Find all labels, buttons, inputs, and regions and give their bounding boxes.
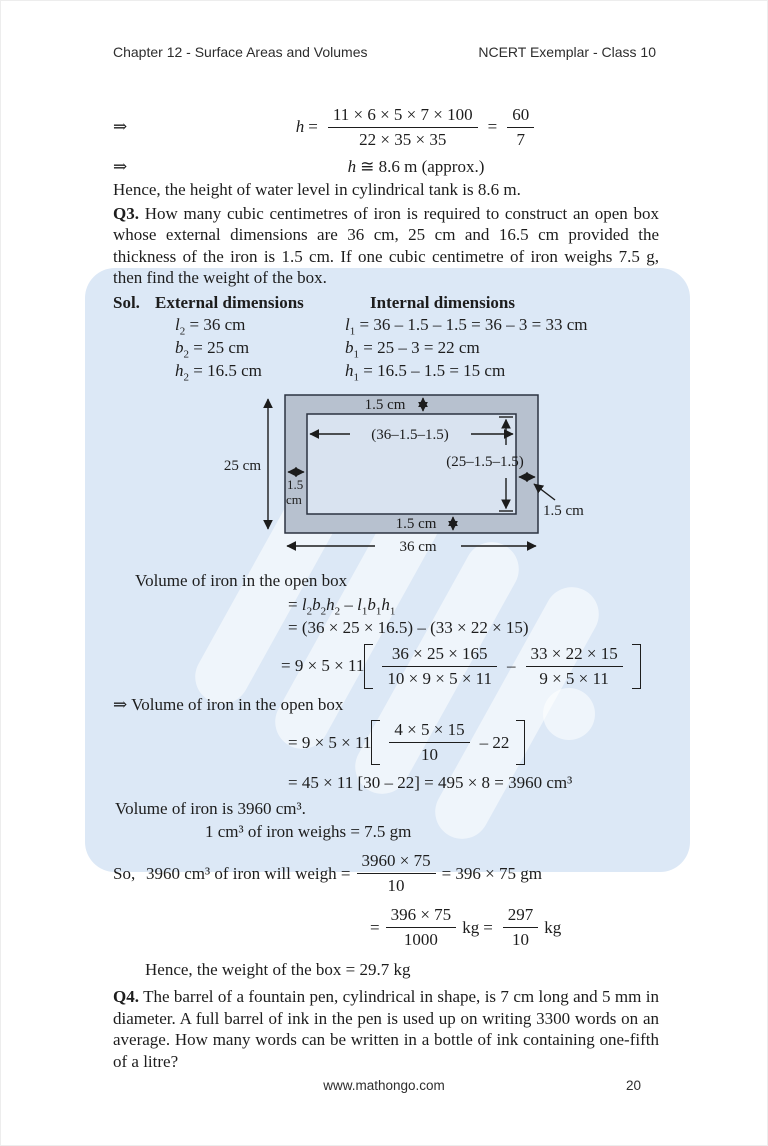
solution-heading xyxy=(113,292,659,314)
q4-label: Q4. xyxy=(113,987,139,1006)
page-content xyxy=(113,100,659,1072)
sol-label: Sol. xyxy=(113,292,140,312)
implies-volume-line: ⇒ Volume of iron in the open box xyxy=(113,694,344,714)
right-thickness-label: 1.5 cm xyxy=(543,503,584,519)
conclusion-height: Hence, the height of water level in cylindrical tank is 8.6 m. xyxy=(113,180,521,199)
internal-heading: Internal dimensions xyxy=(370,292,515,312)
equation-height: ⇒ h = $\frac{11 \times 6 \times 5 \times 7 \times 100}{22 \times 35 \times 35}$ = $\frac{60}{7}$ xyxy=(113,100,659,154)
top-thickness-label: 1.5 cm xyxy=(364,397,406,413)
dimension-row: $l_2 = 36$ cm $l_1 = 36 - 1.5 - 1.5 = 36 - 3 = 33$ cm xyxy=(175,315,588,338)
equation-approx: ⇒ h ≅ 8.6 m (approx.) xyxy=(113,156,485,176)
implies-arrow: ⇒ xyxy=(113,117,128,137)
conclusion-weight: Hence, the weight of the box = 29.7 kg xyxy=(145,959,411,979)
left-height-label: 25 cm xyxy=(223,458,261,474)
external-heading: External dimensions xyxy=(155,292,304,312)
inner-width-label: (36–1.5–1.5) xyxy=(371,427,449,443)
header-chapter: Chapter 12 - Surface Areas and Volumes xyxy=(113,44,368,60)
dimension-row: $h_2 = 16.5$ cm $h_1 = 16.5 - 1.5 = 15$ cm xyxy=(175,361,506,384)
volume-heading: Volume of iron in the open box xyxy=(135,571,348,590)
left-bracket xyxy=(371,720,380,765)
implies-arrow: ⇒ xyxy=(113,156,128,176)
inner-height-label: (25–1.5–1.5) xyxy=(446,454,524,470)
right-bracket xyxy=(632,644,641,689)
question-q3: Q3. How many cubic centimetres of iron is required to construct an open box whose external dimensions are 36 cm, 25 cm and 16.5 cm provided the thickness of the iron is 1.5 cm. If one cubic centimetre of iron weighs 7.5 g, then find the weight of the box. xyxy=(113,203,659,287)
volume-formula: = $l_2b_2h_2 - l_1b_1h_1$ xyxy=(288,594,396,617)
outer-width-label: 36 cm xyxy=(399,539,437,555)
weight-kg-line: = $\frac{396 \times 75}{1000}$ kg = $\frac{297}{10}$ kg xyxy=(370,905,562,949)
footer-url: www.mathongo.com xyxy=(323,1078,445,1093)
fraction: $\frac{11 \times 6 \times 5 \times 7 \times 100}{22 \times 35 \times 35}$ xyxy=(328,105,478,150)
volume-factored: = 9 × 5 × 11 $\frac{36 \times 25 \times 165}{10 \times 9 \times 5 \times 11}$ – $\frac{33 \times 22 \times 15}{9 \times 5 \times 11}$ xyxy=(281,639,659,694)
fraction: $\frac{60}{7}$ xyxy=(507,105,534,150)
header-book: NCERT Exemplar - Class 10 xyxy=(478,44,656,60)
volume-substitution: = (36 × 25 × 16.5) – (33 × 22 × 15) xyxy=(288,618,529,637)
weight-calculation: So, 3960 cm³ of iron will weigh = $\frac{3960 \times 75}{10}$ = 396 × 75 gm xyxy=(113,851,542,895)
volume-statement: Volume of iron is 3960 cm³. xyxy=(115,798,306,818)
page-number: 20 xyxy=(625,1078,641,1093)
volume-result: = 45 × 11 [30 – 22] = 495 × 8 = 3960 cm³ xyxy=(288,773,573,792)
unit-weight-line: 1 cm³ of iron weighs = 7.5 gm xyxy=(205,822,412,841)
left-bracket xyxy=(364,644,373,689)
fraction: $\frac{396 \times 75}{1000}$ xyxy=(386,905,457,950)
fraction: $\frac{3960 \times 75}{10}$ xyxy=(357,851,436,896)
page-footer xyxy=(0,1078,768,1093)
question-q4: Q4. The barrel of a fountain pen, cylindrical in shape, is 7 cm long and 5 mm in diameter. A full barrel of ink in the pen is used up on writing 3300 words on an average. How many words can be written in a bottle of ink containing one-fifth of a litre? xyxy=(113,987,659,1071)
q3-label: Q3. xyxy=(113,203,139,223)
box-cross-section-diagram xyxy=(213,390,695,568)
fraction: $\frac{4 \times 5 \times 15}{10}$ xyxy=(389,720,469,765)
dimension-row: $b_2 = 25$ cm $b_1 = 25 - 3 = 22$ cm xyxy=(175,338,480,361)
variable-h: h xyxy=(347,156,357,176)
fraction: $\frac{33 \times 22 \times 15}{9 \times 5 \times 11}$ xyxy=(526,644,623,689)
left-thickness-unit: cm xyxy=(286,492,302,507)
right-bracket xyxy=(516,720,525,765)
left-thickness-label: 1.5 xyxy=(287,477,304,492)
fraction: $\frac{297}{10}$ xyxy=(503,905,539,950)
variable-h: h xyxy=(295,117,305,137)
fraction: $\frac{36 \times 25 \times 165}{10 \times 9 \times 5 \times 11}$ xyxy=(382,644,497,689)
page-header xyxy=(113,44,656,60)
volume-simplified: = 9 × 5 × 11 $\frac{4 \times 5 \times 15}{10}$ – 22 xyxy=(288,715,659,770)
bottom-thickness-label: 1.5 cm xyxy=(395,516,437,532)
